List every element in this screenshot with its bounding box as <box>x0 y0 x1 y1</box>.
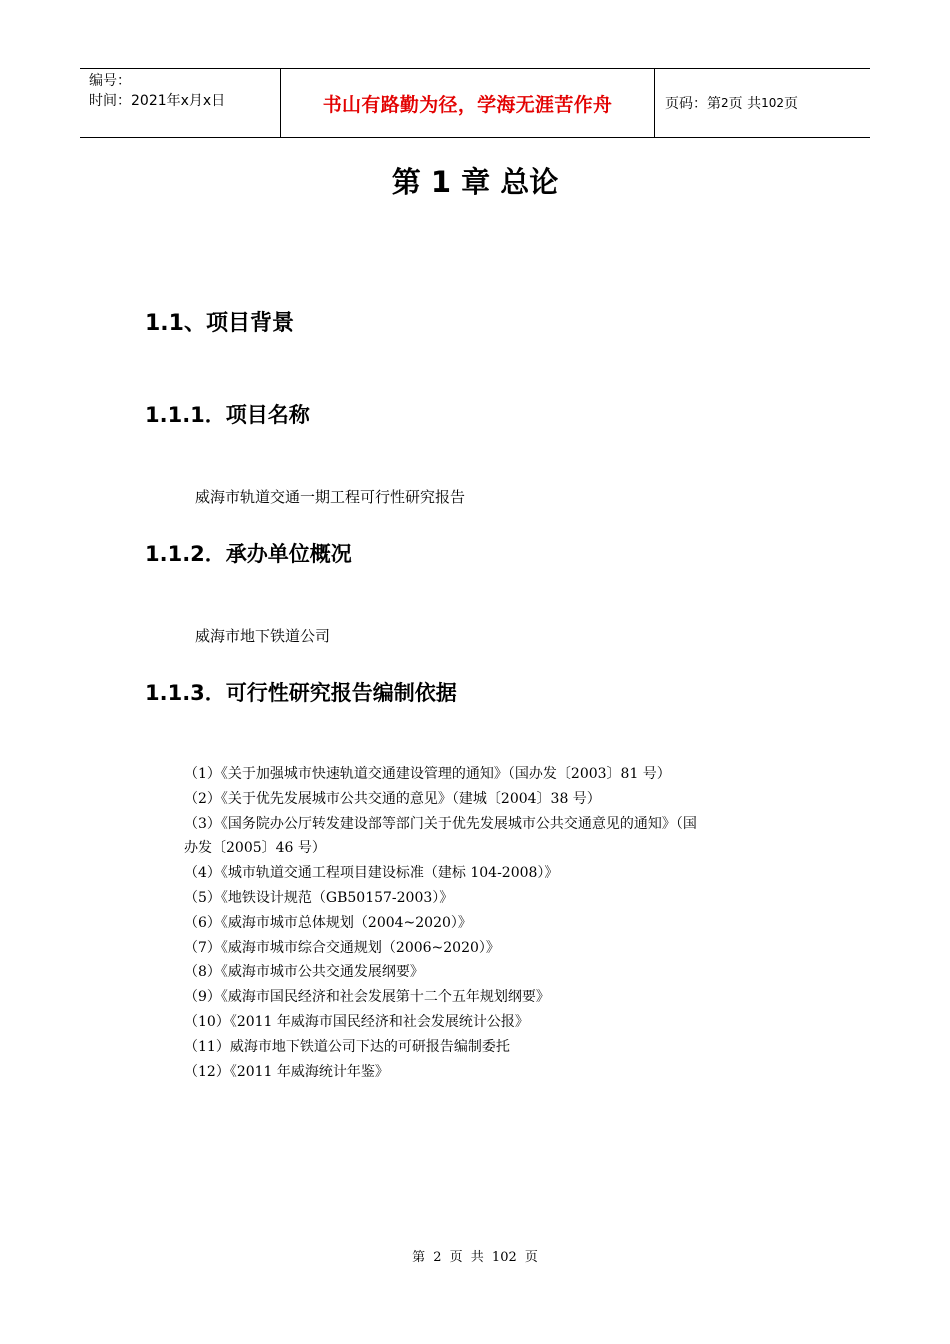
list-item: （2）《关于优先发展城市公共交通的意见》（建城〔2004〕38 号） <box>184 790 601 807</box>
page-total: 102 <box>761 96 784 110</box>
section-heading-1-1-2: 1.1.2．承办单位概况 <box>145 542 352 566</box>
list-item: （6）《威海市城市总体规划（2004~2020）》 <box>184 914 472 931</box>
list-item: （8）《威海市城市公共交通发展纲要》 <box>184 964 424 981</box>
list-item: （3）《国务院办公厅转发建设部等部门关于优先发展城市公共交通意见的通知》（国 <box>184 815 697 832</box>
chapter-title: 第 1 章 总论 <box>391 165 559 199</box>
list-item: （12）《2011 年威海统计年鉴》 <box>184 1063 389 1080</box>
time-label: 时间：2021年x月x日 <box>89 93 226 109</box>
list-item: （7）《威海市城市综合交通规划（2006~2020）》 <box>184 939 500 956</box>
list-item: （11）威海市地下铁道公司下达的可研报告编制委托 <box>184 1038 510 1055</box>
list-item: （4）《城市轨道交通工程项目建设标准（建标 104-2008）》 <box>184 865 559 882</box>
number-label: 编号： <box>89 73 131 89</box>
page-suffix: 页 <box>784 96 798 112</box>
organizer-text: 威海市地下铁道公司 <box>195 627 331 645</box>
reference-list <box>184 762 824 1084</box>
page-header <box>80 68 870 138</box>
section-heading-1-1-1: 1.1.1．项目名称 <box>145 403 310 427</box>
page-mid: 页 共 <box>728 96 762 112</box>
list-item: （1）《关于加强城市快速轨道交通建设管理的通知》（国办发〔2003〕81 号） <box>184 766 671 782</box>
header-meta-cell <box>80 69 281 137</box>
project-name-text: 威海市轨道交通一期工程可行性研究报告 <box>195 488 466 506</box>
page-footer: 第 2 页 共 102 页 <box>412 1250 538 1265</box>
list-item: 办发〔2005〕46 号） <box>184 840 326 857</box>
page-number: 2 <box>721 96 729 110</box>
list-item: （9）《威海市国民经济和社会发展第十二个五年规划纲要》 <box>184 989 550 1006</box>
page-prefix: 页码：第 <box>665 96 721 112</box>
header-page-info <box>655 69 870 137</box>
section-heading-1-1: 1.1、项目背景 <box>145 311 294 336</box>
list-item: （10）《2011 年威海市国民经济和社会发展统计公报》 <box>184 1013 529 1030</box>
list-item: （5）《地铁设计规范（GB50157-2003）》 <box>184 889 454 906</box>
header-motto: 书山有路勤为径，学海无涯苦作舟 <box>281 69 655 137</box>
section-heading-1-1-3: 1.1.3．可行性研究报告编制依据 <box>145 681 457 705</box>
